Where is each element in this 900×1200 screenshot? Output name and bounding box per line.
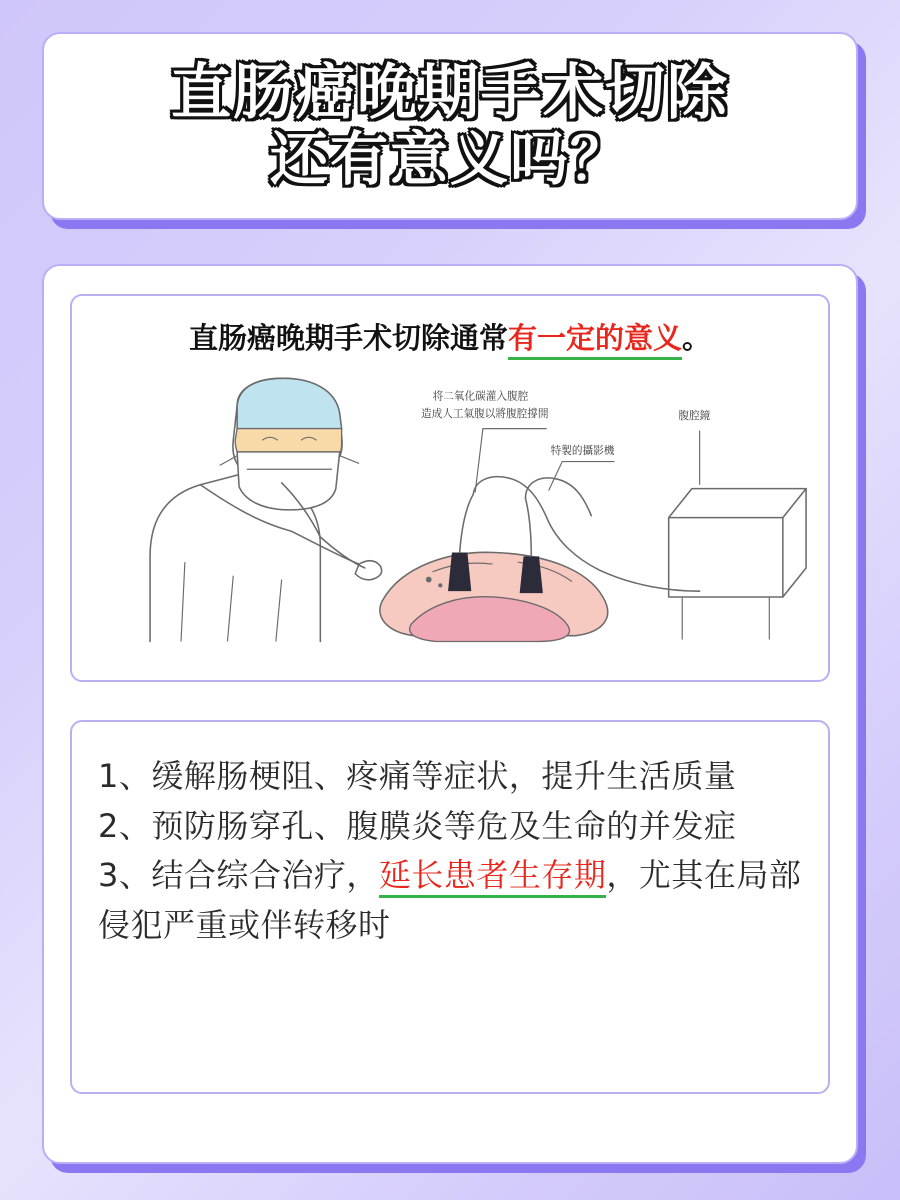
point-3-index: 3、 [98,856,152,895]
point-2-index: 2、 [98,806,152,845]
key-points-section [70,720,830,1094]
point-3-highlight: 延长患者生存期 [379,856,607,898]
point-2-text: 预防肠穿孔、腹膜炎等危及生命的并发症 [151,806,737,845]
page-title-line-1: 直肠癌晚期手术切除 [171,57,729,128]
poster-page [42,32,858,1168]
point-1-text: 缓解肠梗阻、疼痛等症状，提升生活质量 [151,757,737,795]
answer-headline [92,320,808,358]
key-points-list [98,752,802,950]
page-title-line-2: 还有意义吗？ [269,125,630,194]
content-card [42,264,858,1164]
list-item [98,802,802,852]
answer-highlight: 有一定的意义 [508,321,682,360]
laparoscopic-surgery-illustration [92,368,808,646]
answer-suffix: 。 [682,321,712,355]
answer-prefix: 直肠癌晚期手术切除通常 [188,321,508,355]
answer-section [70,294,830,682]
point-3-text-before: 结合综合治疗， [151,856,379,895]
illustration-label-camera: 特製的攝影機 [550,443,615,457]
point-3-text-after: ，尤其在局部侵犯严重或伴转移时 [98,856,802,944]
title-card [42,32,858,220]
point-1-index: 1、 [98,757,152,795]
list-item [98,752,802,802]
illustration-label-co2-line1: 将二氧化碳灌入腹腔 [432,389,529,403]
illustration-svg [92,368,808,646]
list-item [98,851,802,950]
illustration-label-co2-line2: 造成人工氣腹以將腹腔撐開 [420,406,549,420]
illustration-label-scope: 腹腔鏡 [678,408,711,422]
